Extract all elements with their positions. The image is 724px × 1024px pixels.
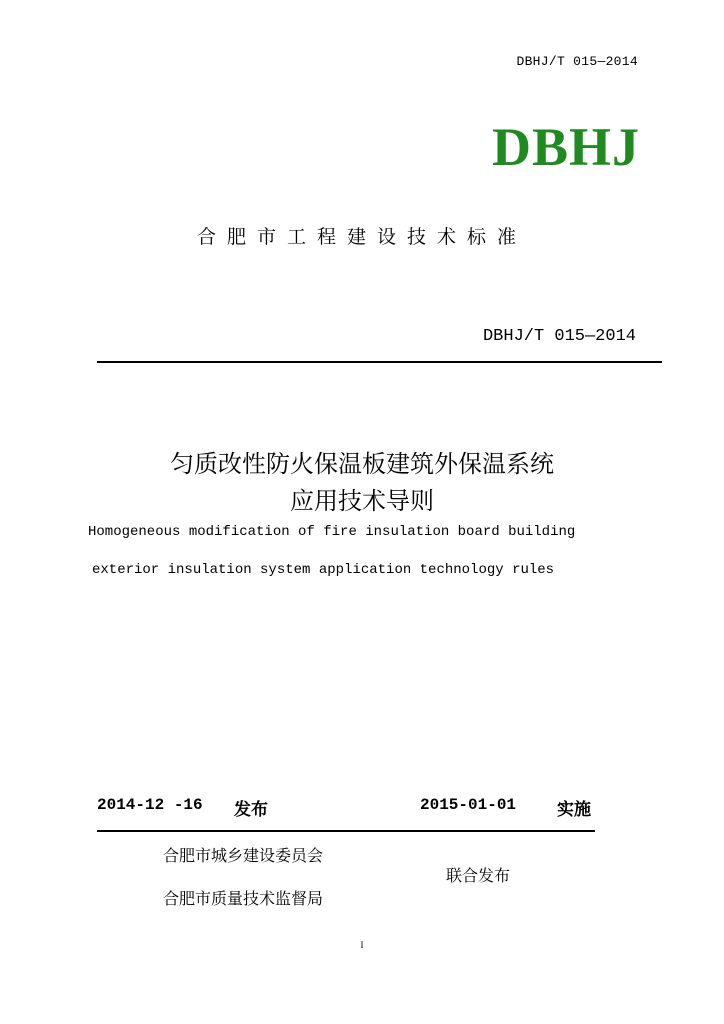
standard-type-heading: 合肥市工程建设技术标准 [196, 226, 527, 248]
dbhj-logo: DBHJ [491, 117, 640, 177]
document-code: DBHJ/T 015—2014 [516, 54, 638, 69]
issuer-construction-committee: 合肥市城乡建设委员会 [163, 846, 324, 865]
effective-label: 实施 [557, 800, 591, 820]
publish-label: 发布 [234, 800, 268, 820]
date-divider [97, 830, 595, 832]
title-chinese-line-1: 匀质改性防火保温板建筑外保温系统 [170, 450, 554, 478]
title-english-line-1: Homogeneous modification of fire insulation board building [88, 524, 576, 540]
title-english-line-2: exterior insulation system application technology rules [92, 562, 555, 578]
standard-number: DBHJ/T 015—2014 [482, 327, 636, 346]
header-divider [97, 361, 662, 363]
issuer-quality-bureau: 合肥市质量技术监督局 [163, 889, 324, 908]
publish-date: 2014-12 -16 [97, 796, 203, 814]
joint-publish-label: 联合发布 [446, 866, 511, 885]
title-chinese-line-2: 应用技术导则 [290, 487, 434, 515]
effective-date: 2015-01-01 [420, 796, 517, 814]
page-number: I [360, 940, 364, 950]
